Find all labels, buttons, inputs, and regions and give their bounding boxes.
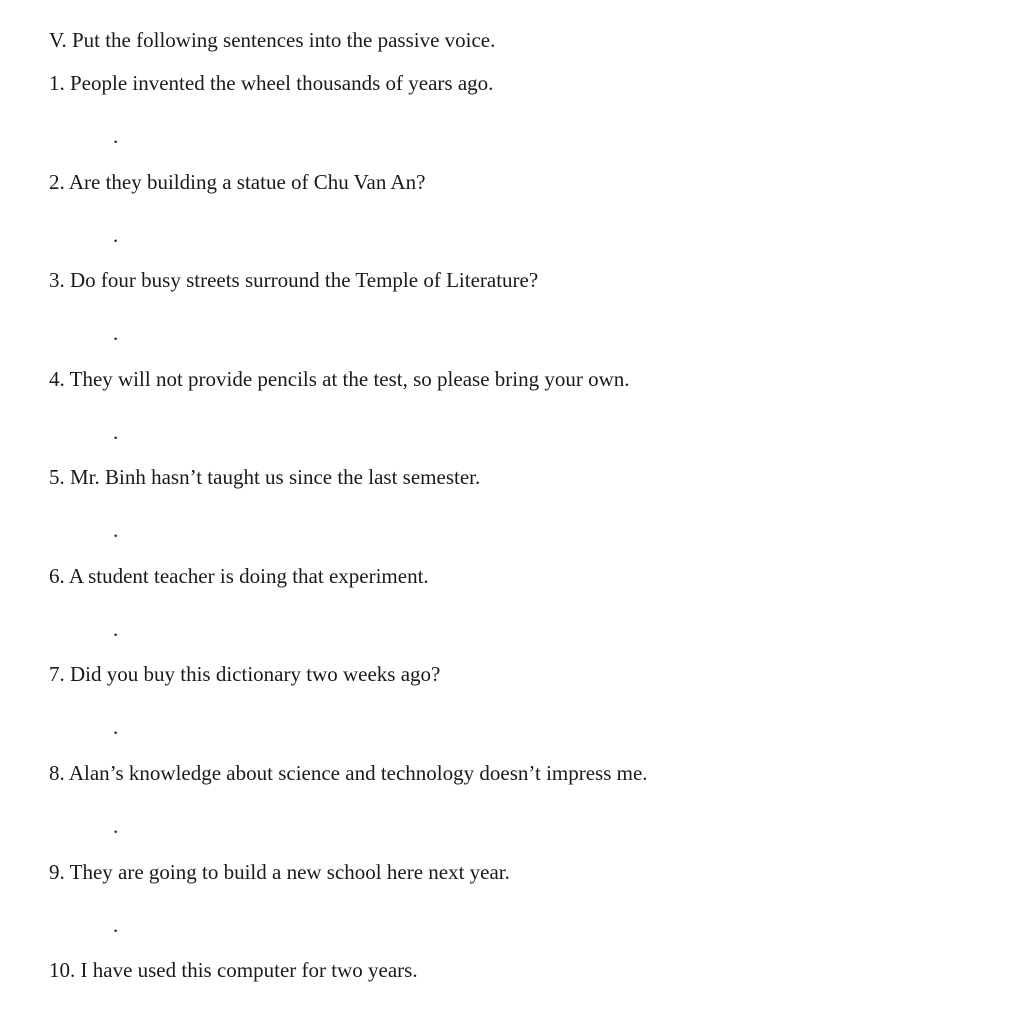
- question-2: 2. Are they building a statue of Chu Van An?: [49, 170, 426, 194]
- answer-line-9: .: [113, 913, 119, 937]
- answer-line-5: .: [113, 518, 119, 542]
- question-10: 10. I have used this computer for two years.: [49, 958, 418, 982]
- answer-line-6: .: [113, 617, 119, 641]
- question-6: 6. A student teacher is doing that experiment.: [49, 564, 429, 588]
- answer-line-8: .: [113, 814, 119, 838]
- question-4: 4. They will not provide pencils at the test, so please bring your own.: [49, 367, 630, 391]
- question-3: 3. Do four busy streets surround the Temple of Literature?: [49, 268, 539, 292]
- answer-line-7: .: [113, 715, 119, 739]
- exercise-heading: V. Put the following sentences into the passive voice.: [49, 28, 496, 52]
- question-9: 9. They are going to build a new school here next year.: [49, 860, 510, 884]
- question-5: 5. Mr. Binh hasn’t taught us since the last semester.: [49, 465, 481, 489]
- answer-line-1: .: [113, 124, 119, 148]
- question-1: 1. People invented the wheel thousands of years ago.: [49, 71, 494, 95]
- answer-line-4: .: [113, 420, 119, 444]
- question-7: 7. Did you buy this dictionary two weeks ago?: [49, 662, 441, 686]
- answer-line-3: .: [113, 321, 119, 345]
- question-8: 8. Alan’s knowledge about science and technology doesn’t impress me.: [49, 761, 648, 785]
- answer-line-2: .: [113, 223, 119, 247]
